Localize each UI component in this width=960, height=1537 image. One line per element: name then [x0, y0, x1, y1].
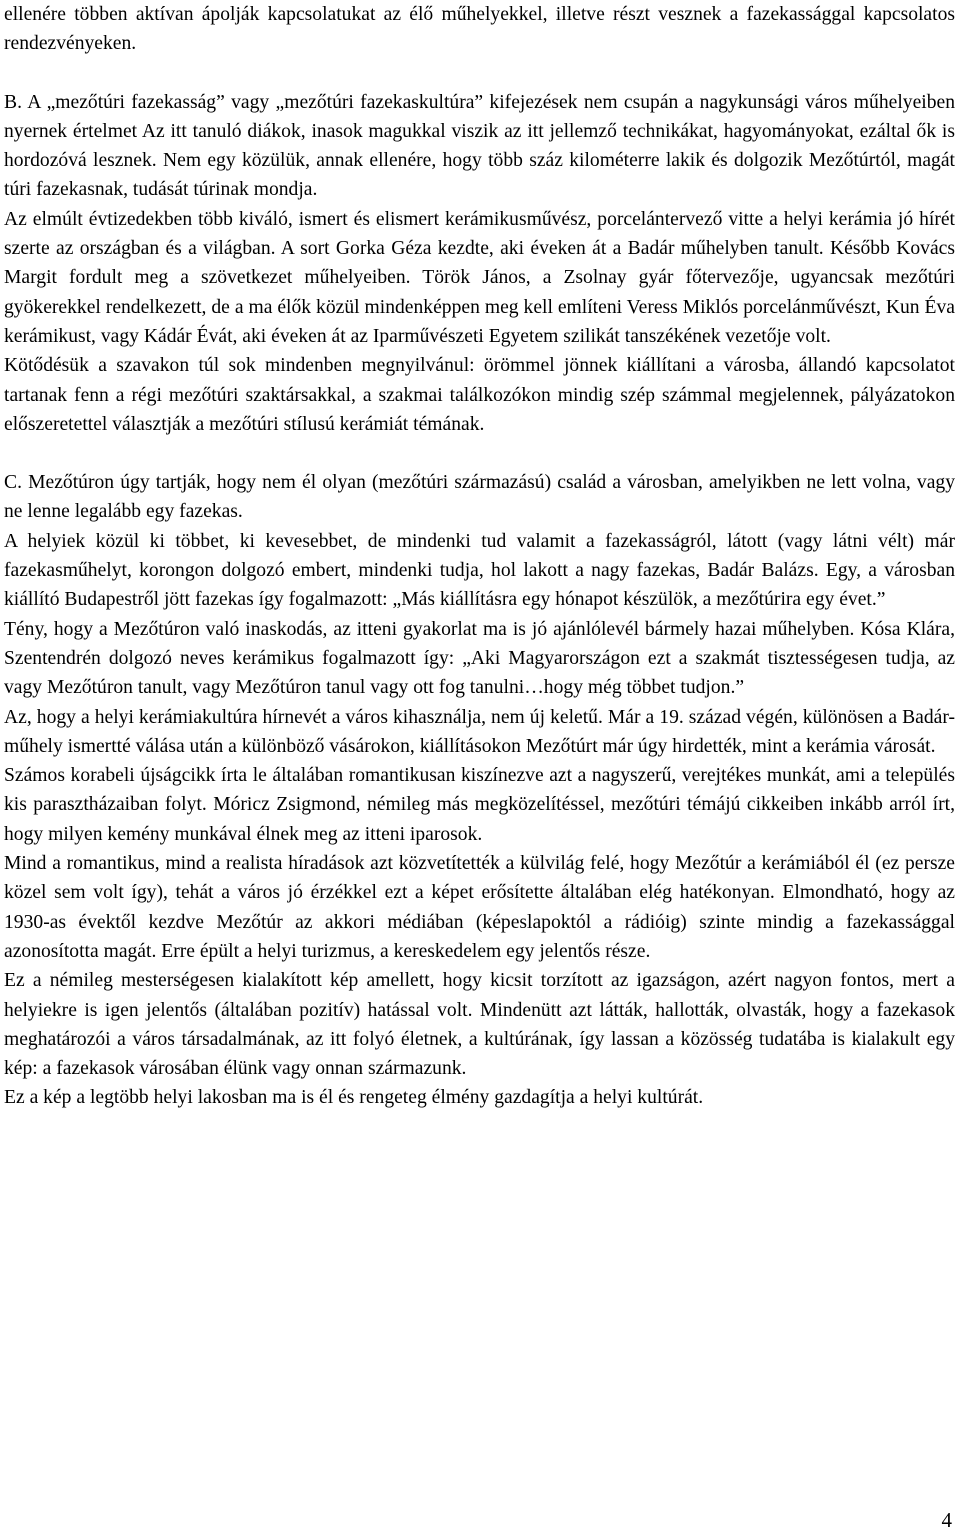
- document-page: [4, 0, 955, 1113]
- paragraph-10: Ez a némileg mesterségesen kialakított kép amellett, hogy kicsit torzított az igazságon, azért nagyon fontos, mert a helyiekre is igen jelentős (általában pozitív) hatással volt. Mindenütt azt látták, hallották, olvasták, hogy a fazekasok meghatározói a város társadalmának, az itt folyó életnek, a kultúrának, így lassan a közösség tudatába is kialakult egy kép: a fazekasok városában élünk vagy onnan származunk.: [4, 970, 955, 1080]
- paragraph-5: A helyiek közül ki többet, ki kevesebbet, de mindenki tud valamit a fazekasságról, látott (vagy látni vélt) már fazekasműhelyt, korongon dolgozó embert, mindenki tudja, hol lakott a nagy fazekas, Badár Balázs. Egy, a városban kiállító Budapestről jött fazekas így fogalmazott: „Más kiállításra egy hónapot készülök, a mezőtúrira egy évet.”: [4, 530, 955, 611]
- paragraph-3: Kötődésük a szavakon túl sok mindenben megnyilvánul: örömmel jönnek kiállítani a városba, állandó kapcsolatot tartanak fenn a régi mezőtúri szaktársakkal, a szakmai találkozókon mindig szép számmal megjelennek, pályázatokon előszeretettel választják a mezőtúri stílusú kerámiát témának.: [4, 355, 955, 435]
- page-number: 4: [941, 1508, 952, 1532]
- paragraph-9: Mind a romantikus, mind a realista híradások azt közvetítették a külvilág felé, hogy Mezőtúr a kerámiából él (ez persze közel sem volt így), tehát a város jó érzékkel ezt a képet erősítette általában elég hatékonyan. Elmondható, hogy az 1930-as évektől kezdve Mezőtúr az akkori médiában (képeslapoktól a rádióig) szinte mindig a fazekassággal azonosította magát. Erre épült a helyi turizmus, a kereskedelem egy jelentős része.: [4, 853, 955, 962]
- paragraph-0: ellenére többen aktívan ápolják kapcsolatukat az élő műhelyekkel, illetve részt vesznek a fazekassággal kapcsolatos rendezvényeken.: [4, 4, 955, 55]
- paragraph-6: Tény, hogy a Mezőtúron való inaskodás, az itteni gyakorlat ma is jó ajánlólevél bármely hazai műhelyben. Kósa Klára, Szentendrén dolgozó neves kerámikus fogalmazott így: „Aki Magyarországon ezt a szakmát tisztességesen tudja, az vagy Mezőtúron tanult, vagy Mezőtúron tanul vagy ott fog tanulni…hogy még többet tudjon.”: [4, 618, 955, 699]
- paragraph-8: Számos korabeli újságcikk írta le általában romantikusan kiszínezve azt a nagyszerű, verejtékes munkát, ami a település kis parasztházaiban folyt. Móricz Zsigmond, némileg más megközelítéssel, mezőtúri témájú cikkeiben inkább arról írt, hogy milyen kemény munkával élnek meg az itteni iparosok.: [4, 765, 955, 845]
- paragraph-1: B. A „mezőtúri fazekasság” vagy „mezőtúri fazekaskultúra” kifejezések nem csupán a nagykunsági város műhelyeiben nyernek értelmet Az itt tanuló diákok, inasok magukkal viszik az itt jellemző technikákat, hagyományokat, ezáltal ők is hordozóvá lesznek. Nem egy közülük, annak ellenére, hogy több száz kilométerre lakik és dolgozik Mezőtúrtól, magát túri fazekasnak, tudását túrinak mondja.: [4, 91, 955, 201]
- text-body: [4, 0, 955, 1113]
- paragraph-4: C. Mezőtúron úgy tartják, hogy nem él olyan (mezőtúri származású) család a városban, amelyikben ne lett volna, vagy ne lenne legalább egy fazekas.: [4, 472, 955, 523]
- paragraph-2: Az elmúlt évtizedekben több kiváló, ismert és elismert kerámikusművész, porcelántervező vitte a helyi kerámia jó hírét szerte az országban és a világban. A sort Gorka Géza kezdte, aki éveken át a Badár műhelyben tanult. Később Kovács Margit fordult meg a szövetkezet műhelyeiben. Török János, a Zsolnay gyár főtervezője, ugyancsak mezőtúri gyökerekkel rendelkezett, de a ma élők közül mindenképpen meg kell említeni Veress Miklós porcelánművészt, Kun Éva kerámikust, vagy Kádár Évát, aki éveken át az Iparművészeti Egyetem szilikát tanszékének vezetője volt.: [4, 208, 955, 347]
- paragraph-11: Ez a kép a legtöbb helyi lakosban ma is él és rengeteg élmény gazdagítja a helyi kultúrát.: [4, 1087, 704, 1109]
- paragraph-7: Az, hogy a helyi kerámiakultúra hírnevét a város kihasználja, nem új keletű. Már a 19. század végén, különösen a Badár-műhely ismertté válása után a különböző vásárokon, kiállításokon Mezőtúrt már úgy hirdették, mint a kerámia városát.: [4, 706, 955, 757]
